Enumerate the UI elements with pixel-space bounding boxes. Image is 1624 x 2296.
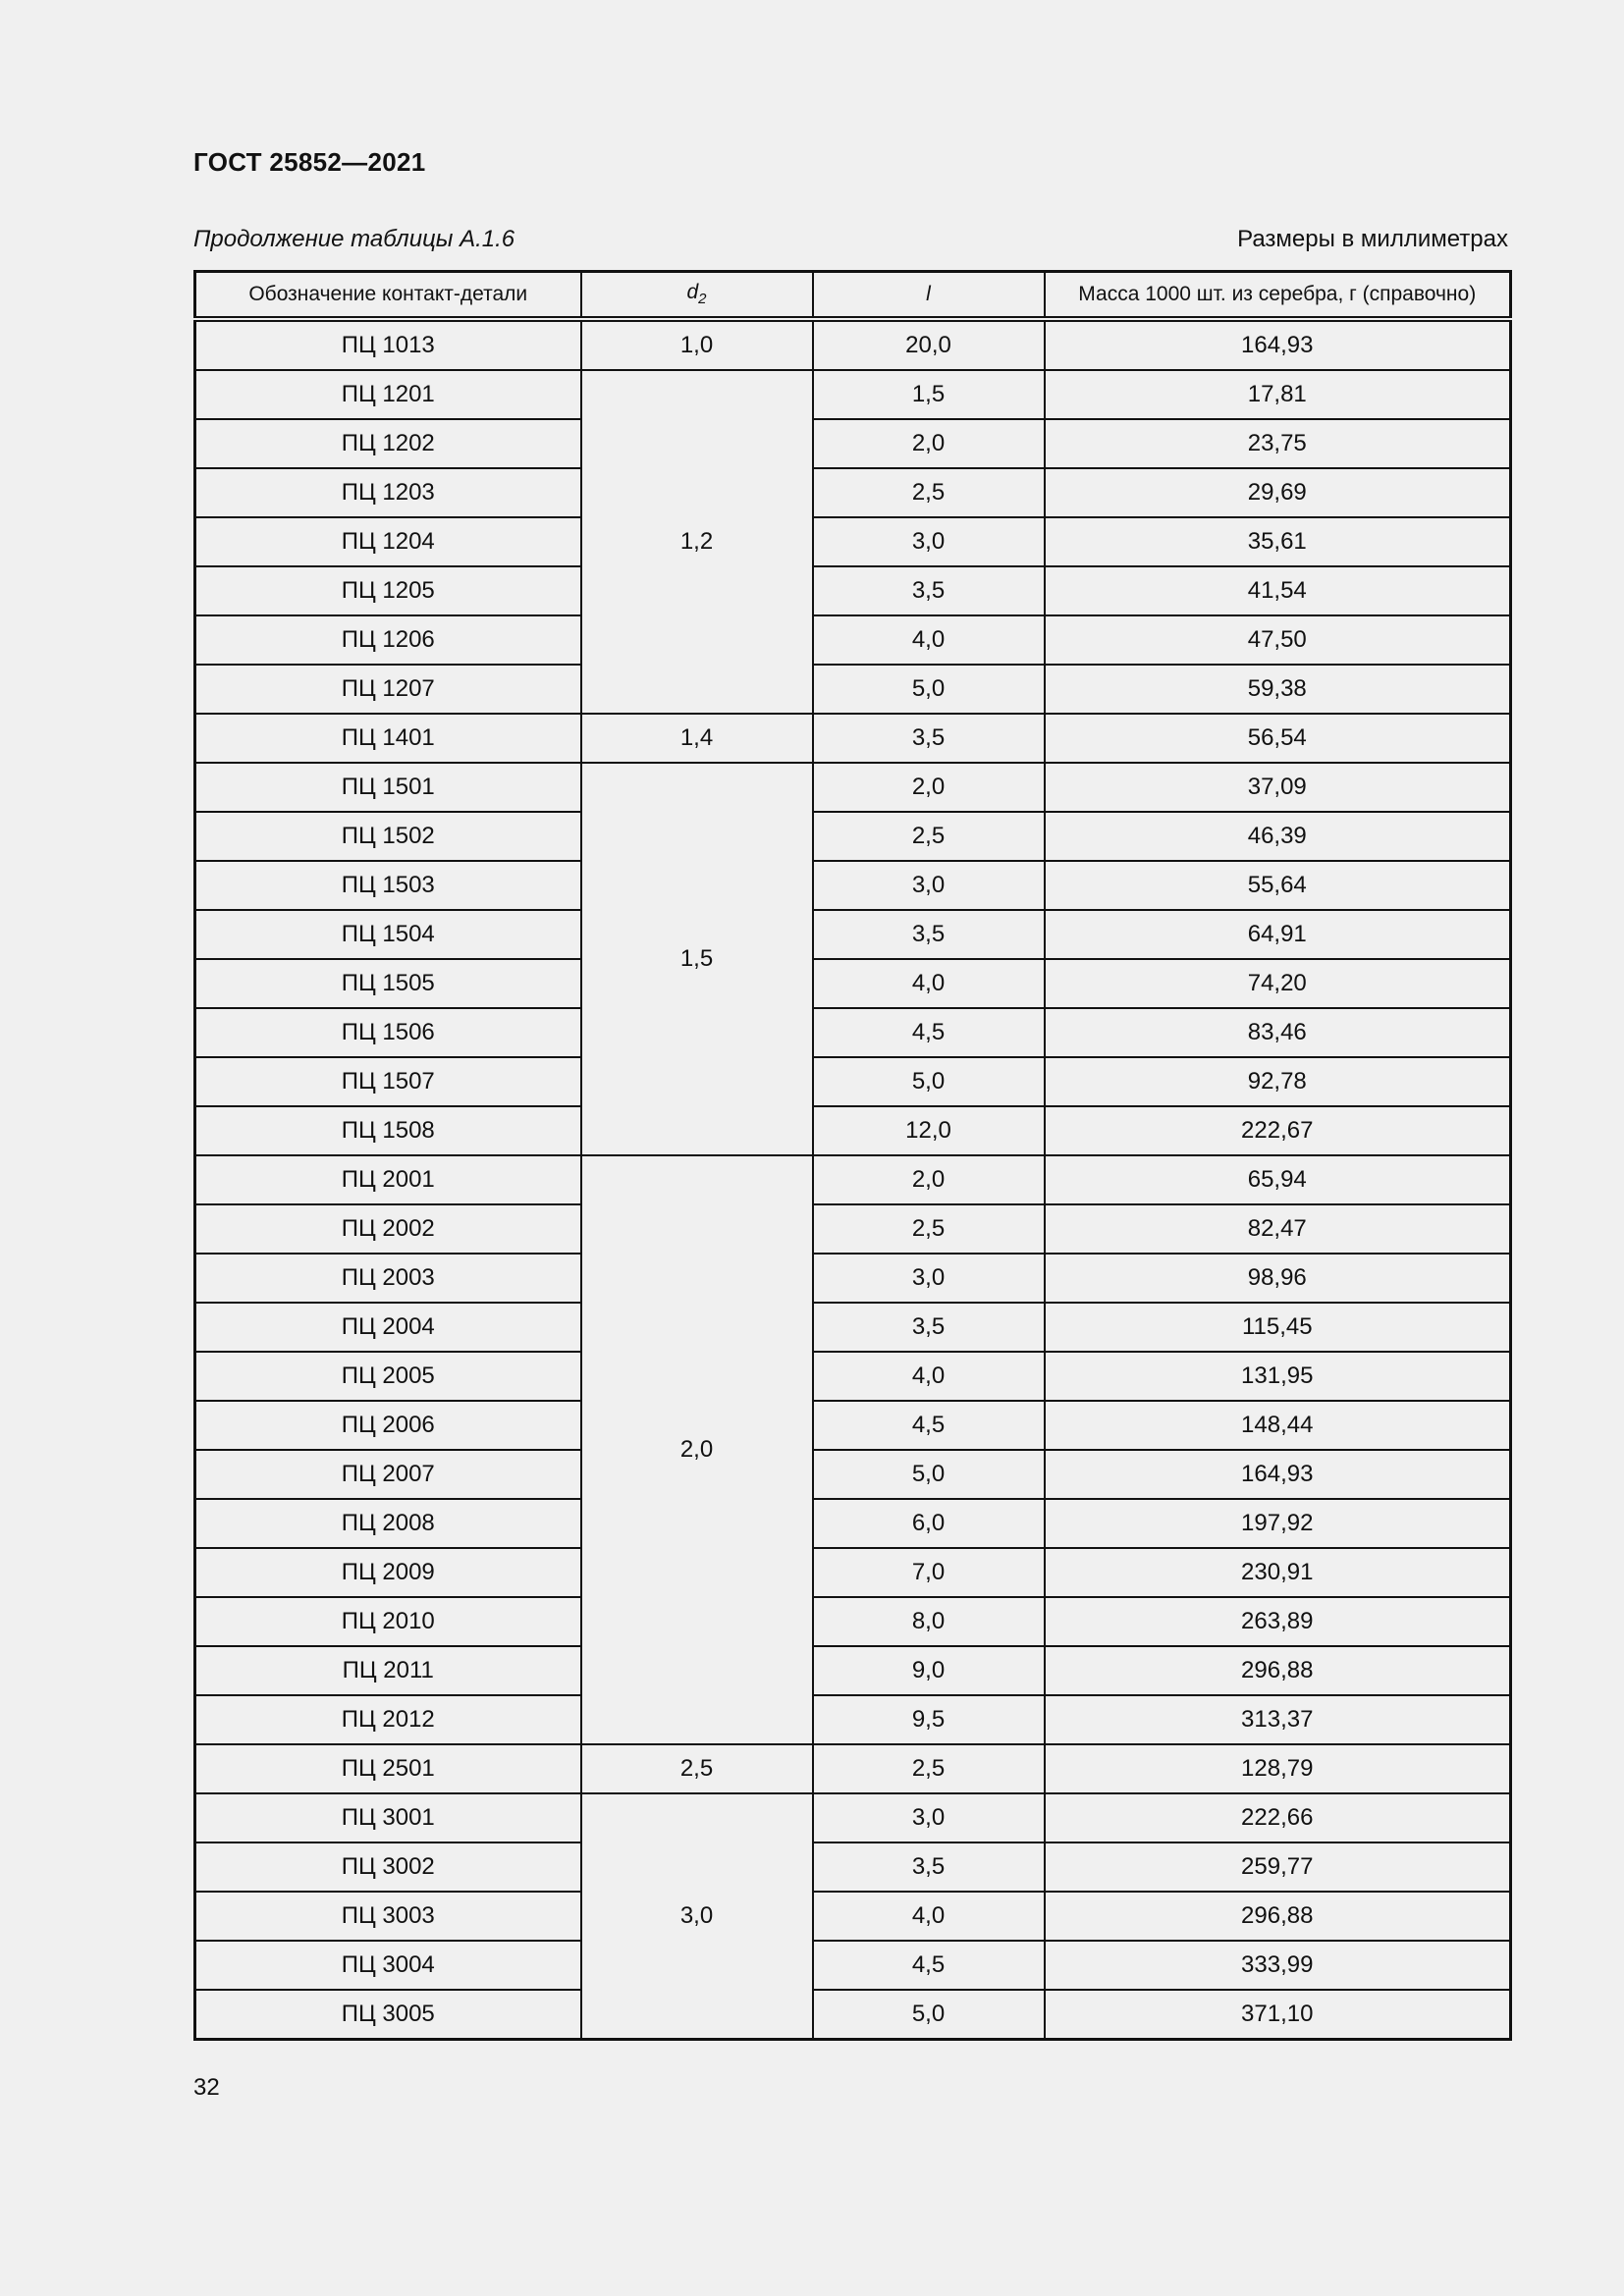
table-row bbox=[195, 1744, 1511, 1793]
cell-mass: 230,91 bbox=[1045, 1548, 1511, 1597]
cell-l: 8,0 bbox=[813, 1597, 1045, 1646]
table-row bbox=[195, 1204, 1511, 1254]
cell-mass: 17,81 bbox=[1045, 370, 1511, 419]
cell-l: 5,0 bbox=[813, 665, 1045, 714]
cell-designation: ПЦ 3004 bbox=[195, 1941, 581, 1990]
cell-designation: ПЦ 1501 bbox=[195, 763, 581, 812]
table-row bbox=[195, 1254, 1511, 1303]
table-row bbox=[195, 1990, 1511, 2040]
cell-designation: ПЦ 1506 bbox=[195, 1008, 581, 1057]
cell-mass: 148,44 bbox=[1045, 1401, 1511, 1450]
cell-l: 4,5 bbox=[813, 1941, 1045, 1990]
cell-designation: ПЦ 2012 bbox=[195, 1695, 581, 1744]
cell-designation: ПЦ 3001 bbox=[195, 1793, 581, 1842]
table-row bbox=[195, 1597, 1511, 1646]
cell-d2: 1,5 bbox=[581, 763, 813, 1155]
cell-mass: 98,96 bbox=[1045, 1254, 1511, 1303]
cell-mass: 74,20 bbox=[1045, 959, 1511, 1008]
table-row bbox=[195, 1695, 1511, 1744]
table-row bbox=[195, 1155, 1511, 1204]
cell-l: 3,5 bbox=[813, 566, 1045, 615]
table-row bbox=[195, 1352, 1511, 1401]
cell-mass: 222,66 bbox=[1045, 1793, 1511, 1842]
cell-mass: 164,93 bbox=[1045, 319, 1511, 370]
cell-designation: ПЦ 1502 bbox=[195, 812, 581, 861]
table-header-row bbox=[195, 272, 1511, 320]
cell-mass: 55,64 bbox=[1045, 861, 1511, 910]
cell-designation: ПЦ 2008 bbox=[195, 1499, 581, 1548]
cell-d2: 3,0 bbox=[581, 1793, 813, 2040]
cell-designation: ПЦ 2003 bbox=[195, 1254, 581, 1303]
cell-l: 20,0 bbox=[813, 319, 1045, 370]
cell-l: 4,5 bbox=[813, 1401, 1045, 1450]
cell-designation: ПЦ 1503 bbox=[195, 861, 581, 910]
cell-mass: 164,93 bbox=[1045, 1450, 1511, 1499]
table-row bbox=[195, 1303, 1511, 1352]
cell-mass: 115,45 bbox=[1045, 1303, 1511, 1352]
units-caption: Размеры в миллиметрах bbox=[1237, 226, 1508, 252]
cell-l: 5,0 bbox=[813, 1057, 1045, 1106]
cell-mass: 333,99 bbox=[1045, 1941, 1511, 1990]
table-row bbox=[195, 1057, 1511, 1106]
cell-d2: 1,0 bbox=[581, 319, 813, 370]
cell-l: 2,5 bbox=[813, 812, 1045, 861]
cell-mass: 46,39 bbox=[1045, 812, 1511, 861]
cell-designation: ПЦ 1204 bbox=[195, 517, 581, 566]
cell-designation: ПЦ 2009 bbox=[195, 1548, 581, 1597]
cell-mass: 259,77 bbox=[1045, 1842, 1511, 1892]
table-row bbox=[195, 1450, 1511, 1499]
cell-designation: ПЦ 2501 bbox=[195, 1744, 581, 1793]
cell-l: 12,0 bbox=[813, 1106, 1045, 1155]
cell-mass: 371,10 bbox=[1045, 1990, 1511, 2040]
cell-l: 2,5 bbox=[813, 1744, 1045, 1793]
cell-designation: ПЦ 1201 bbox=[195, 370, 581, 419]
cell-l: 3,5 bbox=[813, 714, 1045, 763]
cell-l: 4,0 bbox=[813, 959, 1045, 1008]
column-header-mass: Масса 1000 шт. из серебра, г (справочно) bbox=[1045, 272, 1511, 320]
cell-mass: 222,67 bbox=[1045, 1106, 1511, 1155]
cell-designation: ПЦ 1202 bbox=[195, 419, 581, 468]
cell-mass: 128,79 bbox=[1045, 1744, 1511, 1793]
table-row bbox=[195, 468, 1511, 517]
cell-designation: ПЦ 2002 bbox=[195, 1204, 581, 1254]
cell-designation: ПЦ 1508 bbox=[195, 1106, 581, 1155]
column-header-l: l bbox=[813, 272, 1045, 320]
table-row bbox=[195, 1548, 1511, 1597]
cell-designation: ПЦ 1013 bbox=[195, 319, 581, 370]
table-row bbox=[195, 1941, 1511, 1990]
cell-mass: 59,38 bbox=[1045, 665, 1511, 714]
cell-mass: 263,89 bbox=[1045, 1597, 1511, 1646]
cell-designation: ПЦ 2001 bbox=[195, 1155, 581, 1204]
cell-mass: 65,94 bbox=[1045, 1155, 1511, 1204]
table-row bbox=[195, 861, 1511, 910]
table-row bbox=[195, 665, 1511, 714]
cell-d2: 2,0 bbox=[581, 1155, 813, 1744]
cell-l: 2,0 bbox=[813, 419, 1045, 468]
cell-mass: 29,69 bbox=[1045, 468, 1511, 517]
column-header-d2 bbox=[581, 272, 813, 320]
cell-designation: ПЦ 2011 bbox=[195, 1646, 581, 1695]
cell-l: 5,0 bbox=[813, 1450, 1045, 1499]
cell-l: 4,0 bbox=[813, 1892, 1045, 1941]
cell-l: 9,5 bbox=[813, 1695, 1045, 1744]
cell-l: 4,5 bbox=[813, 1008, 1045, 1057]
cell-d2: 2,5 bbox=[581, 1744, 813, 1793]
cell-designation: ПЦ 1504 bbox=[195, 910, 581, 959]
cell-l: 6,0 bbox=[813, 1499, 1045, 1548]
page-number: 32 bbox=[193, 2074, 220, 2101]
cell-mass: 23,75 bbox=[1045, 419, 1511, 468]
cell-designation: ПЦ 2006 bbox=[195, 1401, 581, 1450]
cell-l: 2,0 bbox=[813, 763, 1045, 812]
cell-l: 3,0 bbox=[813, 1254, 1045, 1303]
table-row bbox=[195, 959, 1511, 1008]
table-continuation-caption: Продолжение таблицы А.1.6 bbox=[193, 226, 515, 252]
table-body bbox=[195, 319, 1511, 2040]
table-row bbox=[195, 714, 1511, 763]
table-row bbox=[195, 1008, 1511, 1057]
cell-designation: ПЦ 1207 bbox=[195, 665, 581, 714]
cell-designation: ПЦ 2005 bbox=[195, 1352, 581, 1401]
cell-designation: ПЦ 1505 bbox=[195, 959, 581, 1008]
cell-mass: 197,92 bbox=[1045, 1499, 1511, 1548]
cell-designation: ПЦ 1203 bbox=[195, 468, 581, 517]
cell-mass: 82,47 bbox=[1045, 1204, 1511, 1254]
cell-mass: 313,37 bbox=[1045, 1695, 1511, 1744]
column-header-designation: Обозначение контакт-детали bbox=[195, 272, 581, 320]
cell-designation: ПЦ 1205 bbox=[195, 566, 581, 615]
cell-mass: 56,54 bbox=[1045, 714, 1511, 763]
table-row bbox=[195, 419, 1511, 468]
cell-designation: ПЦ 3005 bbox=[195, 1990, 581, 2040]
cell-l: 2,5 bbox=[813, 468, 1045, 517]
cell-l: 3,5 bbox=[813, 1303, 1045, 1352]
d2-symbol: d bbox=[686, 281, 699, 304]
cell-mass: 41,54 bbox=[1045, 566, 1511, 615]
cell-l: 3,5 bbox=[813, 1842, 1045, 1892]
cell-d2: 1,4 bbox=[581, 714, 813, 763]
cell-mass: 296,88 bbox=[1045, 1646, 1511, 1695]
cell-mass: 37,09 bbox=[1045, 763, 1511, 812]
cell-l: 4,0 bbox=[813, 1352, 1045, 1401]
table-row bbox=[195, 1842, 1511, 1892]
table-row bbox=[195, 1892, 1511, 1941]
cell-mass: 35,61 bbox=[1045, 517, 1511, 566]
cell-l: 1,5 bbox=[813, 370, 1045, 419]
table-row bbox=[195, 319, 1511, 370]
cell-d2: 1,2 bbox=[581, 370, 813, 714]
d2-subscript: 2 bbox=[698, 291, 707, 308]
cell-l: 3,0 bbox=[813, 861, 1045, 910]
table-row bbox=[195, 1401, 1511, 1450]
cell-designation: ПЦ 1401 bbox=[195, 714, 581, 763]
cell-l: 7,0 bbox=[813, 1548, 1045, 1597]
table-row bbox=[195, 1646, 1511, 1695]
cell-mass: 296,88 bbox=[1045, 1892, 1511, 1941]
table-row bbox=[195, 1106, 1511, 1155]
cell-designation: ПЦ 1507 bbox=[195, 1057, 581, 1106]
cell-l: 4,0 bbox=[813, 615, 1045, 665]
table-row bbox=[195, 517, 1511, 566]
table-row bbox=[195, 615, 1511, 665]
contact-parts-table bbox=[193, 270, 1512, 2041]
cell-mass: 47,50 bbox=[1045, 615, 1511, 665]
cell-l: 3,5 bbox=[813, 910, 1045, 959]
table-row bbox=[195, 812, 1511, 861]
cell-l: 9,0 bbox=[813, 1646, 1045, 1695]
cell-mass: 92,78 bbox=[1045, 1057, 1511, 1106]
table-row bbox=[195, 910, 1511, 959]
cell-designation: ПЦ 2007 bbox=[195, 1450, 581, 1499]
table-row bbox=[195, 370, 1511, 419]
table-row bbox=[195, 763, 1511, 812]
table-row bbox=[195, 1793, 1511, 1842]
cell-l: 3,0 bbox=[813, 1793, 1045, 1842]
cell-l: 3,0 bbox=[813, 517, 1045, 566]
cell-mass: 64,91 bbox=[1045, 910, 1511, 959]
cell-mass: 83,46 bbox=[1045, 1008, 1511, 1057]
cell-l: 2,5 bbox=[813, 1204, 1045, 1254]
cell-designation: ПЦ 2010 bbox=[195, 1597, 581, 1646]
cell-designation: ПЦ 3003 bbox=[195, 1892, 581, 1941]
cell-l: 5,0 bbox=[813, 1990, 1045, 2040]
cell-mass: 131,95 bbox=[1045, 1352, 1511, 1401]
table-row bbox=[195, 566, 1511, 615]
cell-l: 2,0 bbox=[813, 1155, 1045, 1204]
document-title: ГОСТ 25852—2021 bbox=[193, 147, 426, 177]
cell-designation: ПЦ 2004 bbox=[195, 1303, 581, 1352]
cell-designation: ПЦ 1206 bbox=[195, 615, 581, 665]
table-row bbox=[195, 1499, 1511, 1548]
cell-designation: ПЦ 3002 bbox=[195, 1842, 581, 1892]
